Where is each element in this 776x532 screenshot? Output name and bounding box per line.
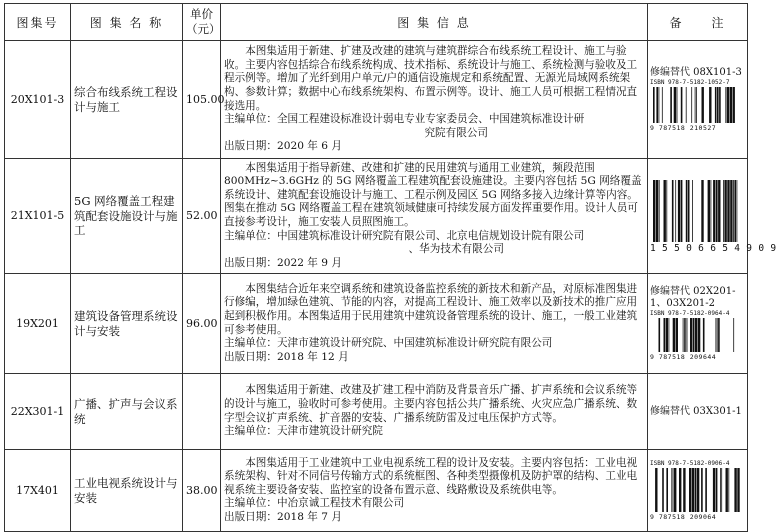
info-unit (224, 113, 644, 127)
row-remark (648, 450, 748, 532)
info-unit-value: 中国建筑标准设计研究院有限公司、北京电信规划设计院有限公司 (276, 229, 585, 242)
row-remark (648, 374, 748, 450)
row-remark (648, 274, 748, 374)
info-unit-value: 天津市建筑设计研究院 (276, 425, 383, 438)
table-row (5, 374, 748, 450)
header-row (5, 4, 748, 41)
header-price-line2: （元） (186, 22, 221, 36)
info-date: 出版日期：2022 年 9 月 (224, 256, 342, 269)
row-info (221, 41, 648, 159)
table-row (5, 41, 748, 159)
header-price-line1: 单价 (190, 7, 213, 21)
info-unit-continued: 究院有限公司 (424, 126, 489, 139)
row-price: 105.00 (183, 41, 221, 159)
row-price: 38.00 (183, 450, 221, 532)
row-name: 工业电视系统设计与安装 (71, 450, 183, 532)
info-unit-label: 主编单位： (224, 113, 277, 126)
row-remark (648, 159, 776, 274)
barcode-digits: 9 787518 209064 (650, 513, 717, 521)
row-name: 综合布线系统工程设计与施工 (71, 41, 183, 159)
row-code: 19X201 (5, 274, 71, 374)
header-code: 图集号 (5, 4, 71, 41)
info-description: 本图集结合近年来空调系统和建筑设备监控系统的新技术和新产品，对原标准图集进行修编，增加绿色建筑、节能的内容，对提高工程设计、施工效率以及新技术的推广应用起到积极作用。本图集适用于民用建筑中建筑设备管理系统的设计、施工，一般工业建筑可参考使用。 (224, 282, 638, 336)
info-unit (224, 497, 644, 511)
info-description: 本图集适用于新建、扩建及改建的建筑与建筑群综合布线系统工程设计、施工与验收。主要内容包括综合布线系统构成、技术指标、系统设计与施工、系统检测与验收及工程示例等。增加了光纤到用户单元/户的通信设施规定和系统配置、无源光局域网系统架构、参数计算；数据中心布线系统架构、布置示例等。设计、施工人员可根据工程情况直接选用。 (224, 45, 638, 112)
barcode-icon (650, 87, 742, 123)
barcode-digits: 9 787518 209644 (650, 353, 717, 361)
remark-note: 修编替代 03X301-1 (650, 405, 742, 417)
row-code: 20X101-3 (5, 41, 71, 159)
barcode-digits: 9 787518 210527 (650, 124, 717, 132)
table-row (5, 450, 748, 532)
isbn-text: ISBN 978-7-5182-0906-4 (650, 460, 730, 467)
info-date: 出版日期：2020 年 6 月 (224, 140, 342, 153)
row-code: 21X101-5 (5, 159, 71, 274)
info-unit (224, 425, 644, 439)
info-unit-value: 天津市建筑设计研究院、中国建筑标准设计研究院有限公司 (276, 337, 553, 350)
remark-note: 修编替代 08X101-3 (650, 67, 742, 78)
row-price (183, 374, 221, 450)
info-description: 本图集适用于指导新建、改建和扩建的民用建筑与通用工业建筑，频段范围 800MHz~3.6GHz 的 5G 网络覆盖工程建筑配套设施建设。主要内容包括 5G 网络覆盖系统设计、建筑配套设施设计与施工、工程示例及园区 5G 网络多接入边缘计算等内容。图集在推动 5G 网络覆盖工程在建筑领域健康可持续发展方面发挥重要作用。设计人员可直接参考设计，施工安装人员照图施工。 (224, 161, 642, 228)
row-name: 建筑设备管理系统设计与安装 (71, 274, 183, 374)
row-code: 22X301-1 (5, 374, 71, 450)
row-price: 52.00 (183, 159, 221, 274)
info-unit-value: 中冶京诚工程技术有限公司 (276, 497, 405, 510)
row-info (221, 274, 648, 374)
row-name: 广播、扩声与会议系统 (71, 374, 183, 450)
info-unit (224, 230, 644, 244)
row-info (221, 450, 648, 532)
barcode-icon (650, 180, 742, 242)
info-unit-label: 主编单位： (224, 229, 277, 242)
row-price: 96.00 (183, 274, 221, 374)
info-unit-label: 主编单位： (224, 497, 277, 510)
info-unit-value: 全国工程建设标准设计弱电专业专家委员会、中国建筑标准设计研 (276, 113, 585, 126)
info-date: 出版日期：2018 年 7 月 (224, 510, 342, 523)
isbn-text: ISBN 978-7-5182-1052-7 (650, 79, 730, 86)
info-date: 出版日期：2018 年 12 月 (224, 350, 349, 363)
row-code: 17X401 (5, 450, 71, 532)
info-unit-label: 主编单位： (224, 425, 277, 438)
header-name: 图 集 名 称 (71, 4, 183, 41)
header-remark: 备 注 (648, 4, 748, 41)
table-row (5, 274, 748, 374)
barcode-icon (650, 468, 742, 512)
info-description: 本图集适用于新建、改建及扩建工程中消防及背景音乐广播、扩声系统和会议系统等的设计与施工，验收时可参考使用。主要内容包括公共广播系统、火灾应急广播系统、数字型会议扩声系统、扩音器的安装、广播系统防雷及过电压保护方式等。 (224, 384, 638, 424)
info-unit (224, 337, 644, 351)
header-price (183, 4, 221, 41)
isbn-text: ISBN 978-7-5182-0964-4 (650, 310, 730, 317)
remark-note: 修编替代 02X201-1、03X201-2 (650, 286, 736, 309)
info-unit-label: 主编单位： (224, 337, 277, 350)
row-name: 5G 网络覆盖工程建筑配套设施设计与施工 (71, 159, 183, 274)
barcode-icon (650, 318, 742, 352)
info-description: 本图集适用于工业建筑中工业电视系统工程的设计及安装。主要内容包括：工业电视系统架构、针对不同信号传输方式的系统框图、各种类型摄像机及防护罩的结构、工业电视系统主要设备安装、监控室的设备布置示意、线路敷设及系统供电等。 (224, 456, 638, 496)
info-unit-continued: 、华为技术有限公司 (408, 243, 504, 256)
row-info (221, 374, 648, 450)
barcode-digits: 1 5 5 0 6 6 5 4 9 0 9 (650, 242, 776, 254)
row-info (221, 159, 648, 274)
catalog-table (4, 3, 776, 532)
table-row (5, 159, 748, 274)
header-info: 图 集 信 息 (221, 4, 648, 41)
row-remark (648, 41, 748, 159)
